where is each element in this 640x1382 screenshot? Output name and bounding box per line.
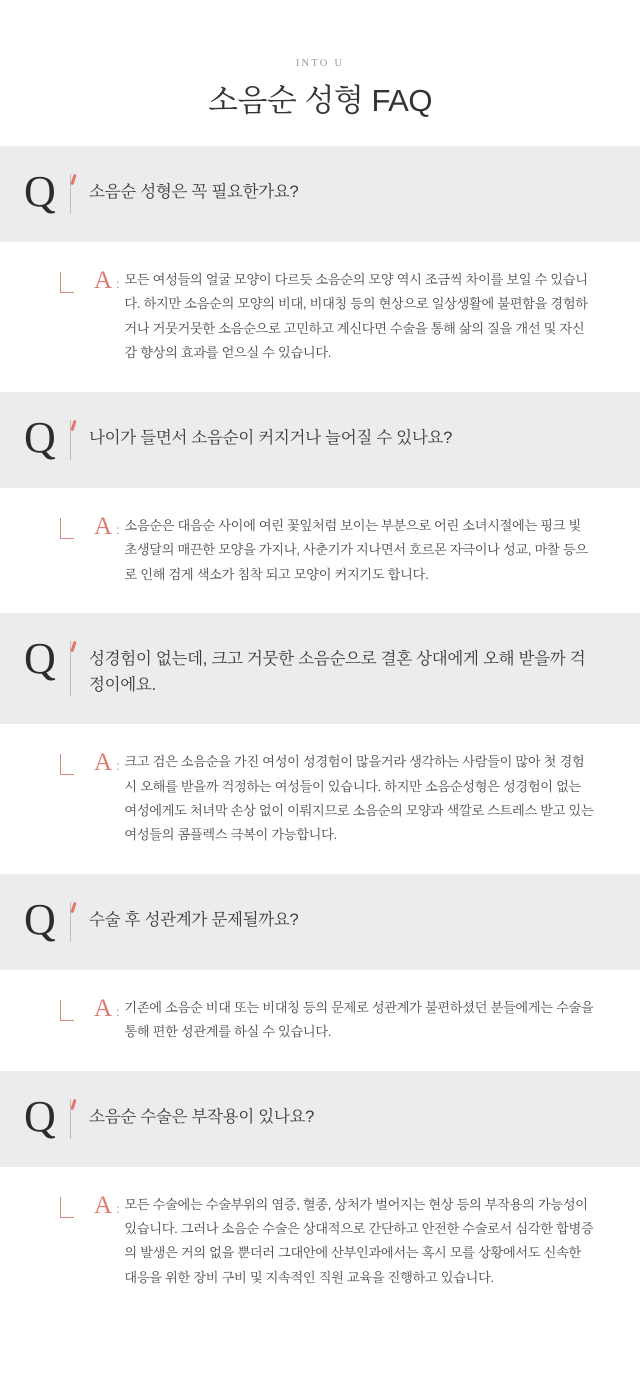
answer-colon: : — [116, 277, 120, 291]
answer-letter-icon: A — [94, 749, 113, 777]
faq-answer-row — [0, 970, 640, 1071]
faq-question-text: 소음순 수술은 부작용이 있나요? — [89, 1107, 315, 1126]
question-letter-icon: Q — [24, 894, 56, 944]
question-letter-icon: Q — [24, 1091, 56, 1141]
page-title: 소음순 성형 FAQ — [208, 83, 432, 118]
answer-letter-icon: A — [94, 994, 113, 1022]
faq-item — [0, 1071, 640, 1317]
answer-letter-icon: A — [94, 512, 113, 540]
faq-item — [0, 613, 640, 874]
answer-elbow-icon — [60, 518, 94, 544]
answer-colon: : — [116, 522, 120, 537]
faq-question-row[interactable] — [0, 613, 640, 724]
faq-answer-text: 모든 수술에는 수술부위의 염증, 혈종, 상처가 벌어지는 현상 등의 부작용의 가능성이 있습니다. 그러나 소음순 수술은 상대적으로 간단하고 안전한 수술로서 심각한 합병증의 발생은 거의 없을 뿐더러 그대안에 산부인과에서는 혹시 모를 상황에서도 신속한 대응을 위한 장비 구비 및 지속적인 직원 교육을 진행하고 있습니다. — [124, 1196, 594, 1285]
answer-elbow-icon — [60, 1197, 94, 1223]
answer-letter-icon: A — [94, 267, 113, 294]
answer-colon: : — [116, 759, 120, 774]
question-marker — [22, 633, 68, 683]
faq-item — [0, 146, 640, 392]
question-accent-tick-icon — [70, 902, 76, 913]
brand-eyebrow: INTO U — [295, 58, 345, 69]
faq-question-row[interactable] — [0, 392, 640, 488]
answer-letter-icon: A — [94, 1191, 113, 1219]
question-marker — [22, 894, 68, 944]
faq-answer-text: 기존에 소음순 비대 또는 비대칭 등의 문제로 성관계가 불편하셨던 분들에게는 수술을 통해 편한 성관계를 하실 수 있습니다. — [124, 999, 594, 1040]
question-accent-tick-icon — [70, 1098, 76, 1109]
faq-question-text: 소음순 성형은 꼭 필요한가요? — [89, 183, 299, 201]
faq-question-row[interactable] — [0, 874, 640, 970]
faq-answer-row — [0, 488, 640, 613]
faq-answer-text: 크고 검은 소음순을 가진 여성이 성경험이 많을거라 생각하는 사람들이 많아 첫 경험 시 오해를 받을까 걱정하는 여성들이 있습니다. 하지만 소음순성형은 성경험이 없는 여성에게도 처녀막 손상 없이 이뤄지므로 소음순의 모양과 색깔로 스트레스 받고 있는 여성들의 콤플렉스 극복이 가능합니다. — [124, 754, 594, 843]
faq-question-row[interactable] — [0, 146, 640, 242]
question-marker — [22, 167, 68, 216]
faq-list — [0, 146, 640, 1316]
answer-elbow-icon — [60, 754, 94, 780]
faq-question-text: 나이가 들면서 소음순이 커지거나 늘어질 수 있나요? — [89, 428, 453, 447]
page-header — [0, 0, 640, 146]
faq-answer-row — [0, 1167, 640, 1317]
faq-item — [0, 874, 640, 1071]
faq-question-text: 성경험이 없는데, 크고 거뭇한 소음순으로 결혼 상대에게 오해 받을까 걱정이에요. — [89, 649, 586, 694]
question-letter-icon: Q — [24, 412, 56, 462]
faq-question-row[interactable] — [0, 1071, 640, 1167]
faq-answer-text: 모든 여성들의 얼굴 모양이 다르듯 소음순의 모양 역시 조금씩 차이를 보일 수 있습니다. 하지만 소음순의 모양의 비대, 비대칭 등의 현상으로 일상생활에 불편함을 경험하거나 거뭇거뭇한 소음순으로 고민하고 계신다면 수술을 통해 삶의 질을 개선 및 자신감 향상의 효과를 얻으실 수 있습니다. — [124, 272, 588, 361]
faq-answer-row — [0, 724, 640, 874]
question-accent-tick-icon — [70, 174, 76, 185]
answer-elbow-icon — [60, 1000, 94, 1026]
answer-elbow-icon — [60, 272, 94, 298]
question-letter-icon: Q — [24, 633, 56, 683]
faq-question-text: 수술 후 성관계가 문제될까요? — [89, 910, 299, 929]
question-marker — [22, 412, 68, 462]
question-letter-icon: Q — [24, 167, 56, 216]
faq-answer-row — [0, 242, 640, 392]
question-accent-tick-icon — [70, 419, 76, 430]
faq-answer-text: 소음순은 대음순 사이에 여린 꽃잎처럼 보이는 부분으로 어린 소녀시절에는 핑크 빛 초생달의 매끈한 모양을 가지나, 사춘기가 지나면서 호르몬 자극이나 성교, 마찰 등으로 인해 검게 색소가 침착 되고 모양이 커지기도 합니다. — [124, 517, 588, 582]
question-marker — [22, 1091, 68, 1141]
answer-colon: : — [116, 1004, 120, 1019]
faq-item — [0, 392, 640, 613]
answer-colon: : — [116, 1201, 120, 1216]
question-accent-tick-icon — [70, 641, 76, 652]
